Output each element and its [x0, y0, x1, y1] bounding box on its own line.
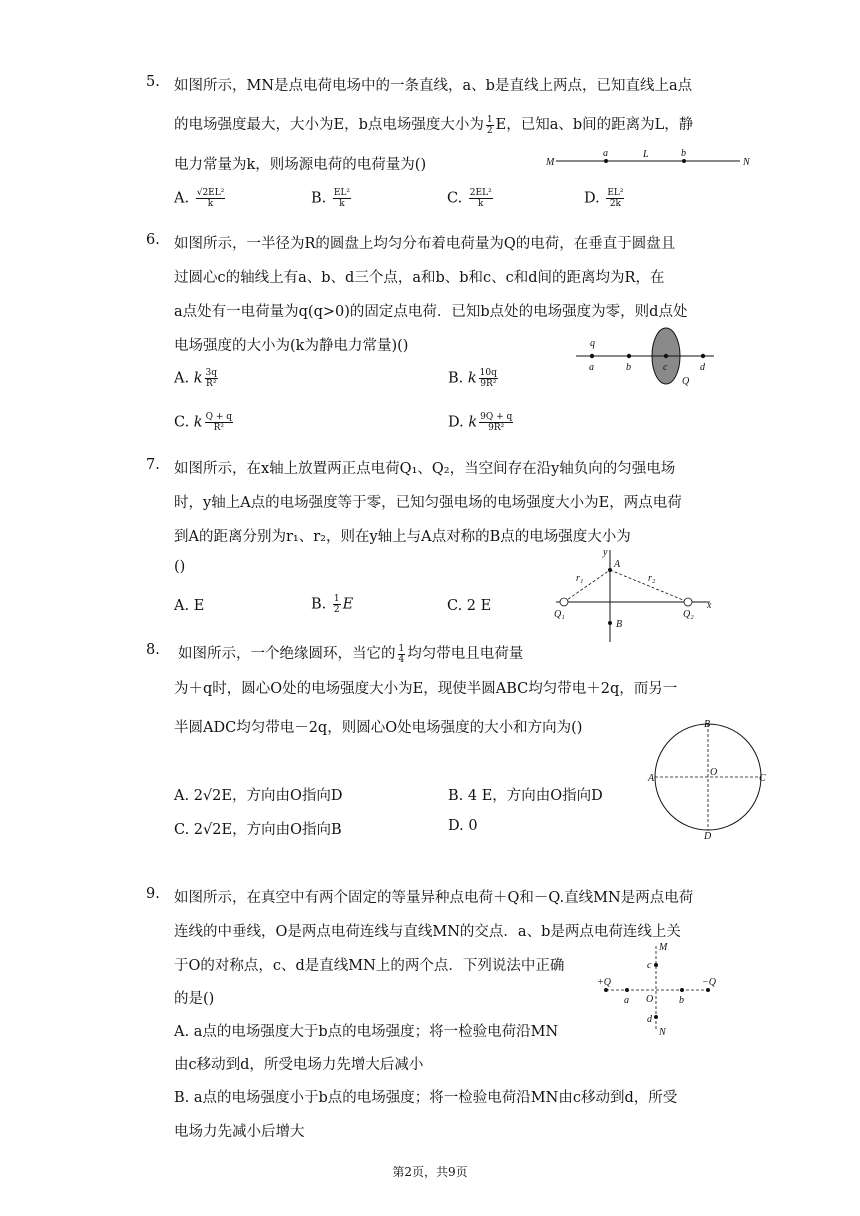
question-6-line-1: 如图所示，一半径为R的圆盘上均匀分布着电荷量为Q的电荷，在垂直于圆盘且	[174, 236, 676, 252]
q6-option-b	[448, 368, 500, 389]
q6-figure	[574, 320, 724, 390]
label-d: d	[647, 1014, 652, 1025]
option-label: C.	[174, 414, 190, 431]
label-d: d	[700, 362, 705, 373]
question-5-line-1: 如图所示，MN是点电荷电场中的一条直线，a、b是直线上两点，已知直线上a点	[174, 78, 693, 94]
fraction-denominator: 9R²	[480, 379, 497, 389]
label-r2: r₂	[648, 573, 656, 584]
question-7-line-2: 时，y轴上A点的电场强度等于零，已知匀强电场的电场强度大小为E，两点电荷	[174, 495, 682, 511]
point-a	[625, 988, 629, 992]
fraction-denominator: R²	[213, 423, 224, 433]
q8-option-d: D. 0	[448, 818, 478, 834]
label-o: O	[646, 994, 654, 1005]
q5-option-d	[584, 188, 626, 209]
label-c: c	[663, 362, 668, 373]
fraction-numerator: EL²	[607, 188, 624, 198]
fraction-denominator: 2	[333, 605, 340, 615]
point-a	[590, 354, 594, 358]
fraction-numerator: 9Q + q	[480, 412, 513, 422]
point-c	[654, 963, 658, 967]
question-8-line-3: 半圆ADC均匀带电－2q，则圆心O处电场强度的大小和方向为()	[174, 720, 583, 736]
charge-q1	[560, 598, 568, 606]
label-a: A	[648, 773, 655, 784]
option-k: k	[193, 370, 203, 387]
question-9-number: 9.	[146, 886, 160, 902]
charge-plus-q	[604, 988, 608, 992]
q7-option-a: A. E	[174, 598, 205, 614]
point-d	[654, 1015, 658, 1019]
question-5-number: 5.	[146, 74, 160, 90]
label-m: M	[659, 942, 668, 953]
option-label: D.	[584, 190, 600, 207]
q9-figure	[596, 938, 726, 1043]
question-9-line-2: 连线的中垂线，O是两点电荷连线与直线MN的交点．a、b是两点电荷连线上关	[174, 924, 681, 940]
q5-option-a	[174, 188, 227, 209]
question-8-line-1	[178, 642, 523, 665]
option-fraction	[333, 188, 351, 209]
half-fraction	[486, 115, 494, 136]
question-8-line-1b: 均匀带电且电荷量	[407, 646, 524, 662]
question-7-number: 7.	[146, 457, 160, 473]
option-k: k	[467, 370, 477, 387]
question-6-number: 6.	[146, 232, 160, 248]
q8-option-b: B. 4 E，方向由O指向D	[448, 788, 603, 804]
q6-option-a	[174, 368, 220, 389]
q8-option-a: A. 2√2E，方向由O指向D	[174, 788, 343, 804]
question-6-line-4: 电场强度的大小为(k为静电力常量)()	[174, 338, 409, 354]
label-n: N	[743, 157, 750, 168]
point-c	[664, 354, 668, 358]
label-a: a	[589, 362, 594, 373]
fraction-numerator: 10q	[479, 368, 497, 378]
fraction-numerator: 1	[486, 114, 493, 125]
option-label: C.	[447, 190, 463, 207]
question-5-line-2b: E，已知a、b间的距离为L，静	[495, 117, 694, 133]
label-b: b	[681, 148, 686, 159]
question-5-line-3: 电力常量为k，则场源电荷的电荷量为()	[174, 157, 427, 173]
q9-option-b-line-1: B. a点的电场强度小于b点的电场强度；将一检验电荷沿MN由c移动到d，所受	[174, 1090, 678, 1106]
option-label: B.	[311, 596, 327, 613]
fraction-denominator: R²	[206, 379, 217, 389]
label-m: M	[546, 157, 555, 168]
option-fraction	[205, 368, 219, 389]
charge-minus-q	[706, 988, 710, 992]
q7-option-c: C. 2 E	[447, 598, 492, 614]
question-7-line-1: 如图所示，在x轴上放置两正点电荷Q₁、Q₂，当空间存在沿y轴负向的匀强电场	[174, 461, 676, 477]
option-fraction	[196, 188, 226, 209]
fraction-numerator: 2EL²	[469, 188, 492, 198]
point-b	[682, 159, 686, 163]
distance-r1	[564, 570, 610, 602]
question-8-number: 8.	[146, 642, 160, 658]
option-label: D.	[448, 414, 464, 431]
label-x: x	[707, 600, 712, 611]
label-n: N	[659, 1027, 666, 1038]
point-a	[604, 159, 608, 163]
point-b	[608, 621, 612, 625]
label-minus-q: −Q	[702, 977, 716, 988]
fraction-denominator: 2	[486, 125, 493, 136]
question-9-line-1: 如图所示，在真空中有两个固定的等量异种点电荷＋Q和－Q.直线MN是两点电荷	[174, 890, 694, 906]
option-label: A.	[174, 190, 190, 207]
label-q2: Q₂	[683, 609, 694, 620]
option-label: B.	[448, 370, 464, 387]
quarter-fraction	[398, 644, 406, 665]
label-a: a	[603, 148, 608, 159]
fraction-numerator: EL²	[333, 188, 351, 198]
label-b: B	[616, 619, 623, 630]
label-b: b	[626, 362, 631, 373]
label-r1: r₁	[576, 573, 584, 584]
label-plus-q: +Q	[597, 977, 611, 988]
q6-option-d	[448, 412, 515, 433]
label-c: c	[647, 960, 652, 971]
label-b: B	[704, 719, 711, 730]
option-fraction	[469, 188, 493, 209]
charge-q2	[684, 598, 692, 606]
point-b	[627, 354, 631, 358]
label-d: D	[704, 831, 712, 842]
question-7-line-4: ()	[174, 559, 186, 575]
question-9-line-3: 于O的对称点，c、d是直线MN上的两个点．下列说法中正确	[174, 958, 565, 974]
page-footer: 第2页，共9页	[392, 1165, 468, 1179]
option-k: k	[468, 414, 478, 431]
fraction-denominator: k	[207, 199, 214, 209]
option-fraction	[479, 368, 498, 389]
question-5-line-2a: 的电场强度最大，大小为E，b点电场强度大小为	[174, 117, 484, 133]
option-k: k	[193, 414, 203, 431]
fraction-numerator: 3q	[205, 368, 217, 378]
point-b	[680, 988, 684, 992]
q5-option-c	[447, 188, 495, 209]
q9-option-a-line-2: 由c移动到d，所受电场力先增大后减小	[174, 1057, 424, 1073]
fraction-denominator: k	[478, 199, 484, 209]
label-q1: Q₁	[554, 609, 565, 620]
question-6-line-2: 过圆心c的轴线上有a、b、d三个点，a和b、b和c、c和d间的距离均为R，在	[174, 270, 665, 286]
fraction-numerator: √2EL²	[196, 188, 225, 198]
label-l: L	[643, 149, 649, 160]
label-o: O	[710, 767, 718, 778]
q5-figure	[540, 145, 760, 175]
question-8-line-1a: 如图所示，一个绝缘圆环，当它的	[178, 646, 396, 662]
q9-option-b-line-2: 电场力先减小后增大	[174, 1124, 305, 1140]
q8-option-c: C. 2√2E，方向由O指向B	[174, 822, 342, 838]
q9-option-a-line-1: A. a点的电场强度大于b点的电场强度；将一检验电荷沿MN	[174, 1024, 559, 1040]
point-d	[701, 354, 705, 358]
fraction-denominator: 9R²	[488, 423, 505, 433]
option-fraction	[333, 594, 341, 615]
fraction-numerator: 1	[333, 594, 340, 604]
q7-option-b	[311, 594, 353, 615]
label-c: C	[759, 773, 766, 784]
option-label: B.	[311, 190, 327, 207]
question-6-line-3: a点处有一电荷量为q(q>0)的固定点电荷．已知b点处的电场强度为零，则d点处	[174, 304, 688, 320]
label-a: A	[614, 559, 621, 570]
label-big-q: Q	[682, 376, 690, 387]
fraction-denominator: 4	[398, 654, 405, 665]
label-b: b	[679, 995, 684, 1006]
option-fraction	[479, 412, 513, 433]
fraction-denominator: k	[339, 199, 345, 209]
question-5-line-2	[174, 113, 693, 136]
q6-option-c	[174, 412, 235, 433]
question-7-line-3: 到A的距离分别为r₁、r₂，则在y轴上与A点对称的B点的电场强度大小为	[174, 529, 631, 545]
option-label: A.	[174, 370, 190, 387]
point-a	[608, 568, 612, 572]
option-fraction	[205, 412, 233, 433]
label-a: a	[624, 995, 629, 1006]
q7-figure	[550, 546, 725, 646]
question-8-line-2: 为＋q时，圆心O处的电场强度大小为E，现使半圆ABC均匀带电＋2q，而另一	[174, 681, 678, 697]
label-q: q	[590, 338, 595, 349]
question-9-line-4: 的是()	[174, 991, 215, 1007]
fraction-denominator: 2k	[609, 199, 621, 209]
option-tail: E	[342, 596, 354, 613]
fraction-numerator: Q + q	[205, 412, 232, 422]
option-fraction	[606, 188, 624, 209]
q5-option-b	[311, 188, 353, 209]
fraction-numerator: 1	[398, 643, 405, 654]
label-y: y	[603, 547, 608, 558]
q8-figure	[645, 715, 775, 845]
